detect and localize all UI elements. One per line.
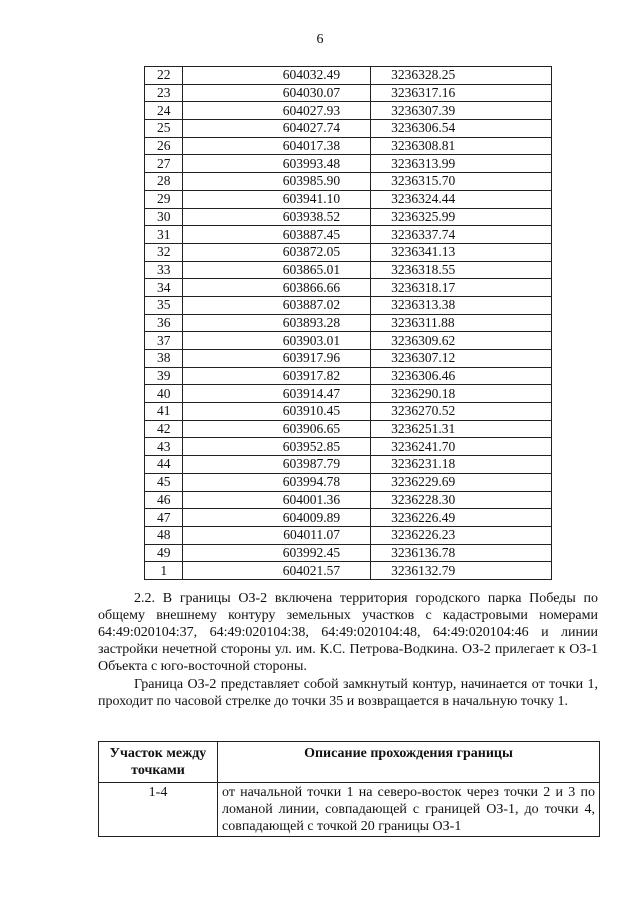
table-row bbox=[145, 491, 552, 509]
paragraph-contour-description bbox=[98, 676, 598, 710]
table-row bbox=[145, 67, 552, 85]
y-coordinate: 3236241.70 bbox=[371, 438, 552, 456]
y-coordinate: 3236290.18 bbox=[371, 385, 552, 403]
table-row bbox=[145, 332, 552, 350]
point-number: 25 bbox=[145, 120, 183, 138]
point-number: 29 bbox=[145, 190, 183, 208]
x-coordinate: 604021.57 bbox=[183, 562, 371, 580]
table-row bbox=[145, 296, 552, 314]
x-coordinate: 603866.66 bbox=[183, 279, 371, 297]
table-row bbox=[145, 261, 552, 279]
x-coordinate: 603887.02 bbox=[183, 296, 371, 314]
description-cell: от начальной точки 1 на северо-восток через точки 2 и 3 по ломаной линии, совпадающей с границей ОЗ-1, до точки 4, совпадающей с точкой 20 границы ОЗ-1 bbox=[218, 783, 600, 837]
paragraph-text: 2.2. В границы ОЗ-2 включена территория городского парка Победы по общему внешнему контуру земельных участков с кадастровыми номерами 64:49:020104:37, 64:49:020104:38, 64:49:020104:48, 64:49:020104:46 и линии застройки нечетной стороны ул. им. К.С. Петрова-Водкина. ОЗ-2 прилегает к ОЗ-1 Объекта с юго-восточной стороны. bbox=[98, 591, 598, 674]
x-coordinate: 603865.01 bbox=[183, 261, 371, 279]
point-number: 49 bbox=[145, 544, 183, 562]
table-row bbox=[145, 84, 552, 102]
point-number: 34 bbox=[145, 279, 183, 297]
y-coordinate: 3236132.79 bbox=[371, 562, 552, 580]
y-coordinate: 3236226.49 bbox=[371, 509, 552, 527]
point-number: 46 bbox=[145, 491, 183, 509]
y-coordinate: 3236307.12 bbox=[371, 350, 552, 368]
point-number: 33 bbox=[145, 261, 183, 279]
table-row bbox=[145, 420, 552, 438]
x-coordinate: 604027.74 bbox=[183, 120, 371, 138]
table-row bbox=[99, 783, 600, 837]
table-row bbox=[145, 137, 552, 155]
point-number: 40 bbox=[145, 385, 183, 403]
x-coordinate: 603893.28 bbox=[183, 314, 371, 332]
segment-cell: 1-4 bbox=[99, 783, 218, 837]
y-coordinate: 3236317.16 bbox=[371, 84, 552, 102]
point-number: 47 bbox=[145, 509, 183, 527]
x-coordinate: 603985.90 bbox=[183, 173, 371, 191]
point-number: 24 bbox=[145, 102, 183, 120]
y-coordinate: 3236325.99 bbox=[371, 208, 552, 226]
point-number: 23 bbox=[145, 84, 183, 102]
table-row bbox=[145, 226, 552, 244]
point-number: 48 bbox=[145, 526, 183, 544]
paragraph-boundary-description bbox=[98, 590, 598, 675]
y-coordinate: 3236306.46 bbox=[371, 367, 552, 385]
x-coordinate: 604017.38 bbox=[183, 137, 371, 155]
y-coordinate: 3236307.39 bbox=[371, 102, 552, 120]
x-coordinate: 603987.79 bbox=[183, 456, 371, 474]
y-coordinate: 3236306.54 bbox=[371, 120, 552, 138]
x-coordinate: 603914.47 bbox=[183, 385, 371, 403]
coordinates-table bbox=[144, 66, 552, 580]
x-coordinate: 604032.49 bbox=[183, 67, 371, 85]
point-number: 28 bbox=[145, 173, 183, 191]
table-row bbox=[145, 403, 552, 421]
table-row bbox=[145, 438, 552, 456]
table-row bbox=[145, 173, 552, 191]
y-coordinate: 3236318.17 bbox=[371, 279, 552, 297]
point-number: 42 bbox=[145, 420, 183, 438]
point-number: 38 bbox=[145, 350, 183, 368]
point-number: 31 bbox=[145, 226, 183, 244]
table-row bbox=[145, 385, 552, 403]
y-coordinate: 3236324.44 bbox=[371, 190, 552, 208]
point-number: 36 bbox=[145, 314, 183, 332]
point-number: 41 bbox=[145, 403, 183, 421]
y-coordinate: 3236341.13 bbox=[371, 243, 552, 261]
y-coordinate: 3236328.25 bbox=[371, 67, 552, 85]
y-coordinate: 3236309.62 bbox=[371, 332, 552, 350]
y-coordinate: 3236318.55 bbox=[371, 261, 552, 279]
point-number: 35 bbox=[145, 296, 183, 314]
header-segment: Участок между точками bbox=[99, 742, 218, 783]
x-coordinate: 603994.78 bbox=[183, 473, 371, 491]
x-coordinate: 603910.45 bbox=[183, 403, 371, 421]
point-number: 27 bbox=[145, 155, 183, 173]
point-number: 30 bbox=[145, 208, 183, 226]
y-coordinate: 3236311.88 bbox=[371, 314, 552, 332]
table-row bbox=[145, 544, 552, 562]
point-number: 1 bbox=[145, 562, 183, 580]
point-number: 44 bbox=[145, 456, 183, 474]
table-row bbox=[145, 190, 552, 208]
point-number: 22 bbox=[145, 67, 183, 85]
table-row bbox=[145, 120, 552, 138]
table-row bbox=[145, 367, 552, 385]
point-number: 39 bbox=[145, 367, 183, 385]
table-row bbox=[145, 314, 552, 332]
table-row bbox=[145, 102, 552, 120]
x-coordinate: 604030.07 bbox=[183, 84, 371, 102]
point-number: 26 bbox=[145, 137, 183, 155]
y-coordinate: 3236308.81 bbox=[371, 137, 552, 155]
x-coordinate: 603938.52 bbox=[183, 208, 371, 226]
x-coordinate: 604009.89 bbox=[183, 509, 371, 527]
x-coordinate: 604027.93 bbox=[183, 102, 371, 120]
table-row bbox=[145, 208, 552, 226]
point-number: 43 bbox=[145, 438, 183, 456]
x-coordinate: 603872.05 bbox=[183, 243, 371, 261]
table-row bbox=[145, 473, 552, 491]
x-coordinate: 603917.96 bbox=[183, 350, 371, 368]
table-row bbox=[145, 456, 552, 474]
y-coordinate: 3236313.38 bbox=[371, 296, 552, 314]
table-row bbox=[145, 279, 552, 297]
x-coordinate: 603917.82 bbox=[183, 367, 371, 385]
table-row bbox=[145, 350, 552, 368]
table-row bbox=[145, 509, 552, 527]
boundary-description-table bbox=[98, 741, 600, 837]
x-coordinate: 603887.45 bbox=[183, 226, 371, 244]
x-coordinate: 603992.45 bbox=[183, 544, 371, 562]
x-coordinate: 603906.65 bbox=[183, 420, 371, 438]
y-coordinate: 3236270.52 bbox=[371, 403, 552, 421]
y-coordinate: 3236315.70 bbox=[371, 173, 552, 191]
point-number: 37 bbox=[145, 332, 183, 350]
page-number: 6 bbox=[316, 32, 324, 47]
y-coordinate: 3236337.74 bbox=[371, 226, 552, 244]
table-row bbox=[145, 526, 552, 544]
x-coordinate: 604011.07 bbox=[183, 526, 371, 544]
point-number: 45 bbox=[145, 473, 183, 491]
table-row bbox=[145, 155, 552, 173]
y-coordinate: 3236136.78 bbox=[371, 544, 552, 562]
point-number: 32 bbox=[145, 243, 183, 261]
x-coordinate: 603993.48 bbox=[183, 155, 371, 173]
header-description: Описание прохождения границы bbox=[218, 742, 600, 783]
y-coordinate: 3236226.23 bbox=[371, 526, 552, 544]
paragraph-text: Граница ОЗ-2 представляет собой замкнутый контур, начинается от точки 1, проходит по часовой стрелке до точки 35 и возвращается в начальную точку 1. bbox=[98, 677, 598, 709]
y-coordinate: 3236229.69 bbox=[371, 473, 552, 491]
y-coordinate: 3236251.31 bbox=[371, 420, 552, 438]
y-coordinate: 3236313.99 bbox=[371, 155, 552, 173]
table-row bbox=[145, 562, 552, 580]
x-coordinate: 603903.01 bbox=[183, 332, 371, 350]
y-coordinate: 3236228.30 bbox=[371, 491, 552, 509]
table-row bbox=[145, 243, 552, 261]
x-coordinate: 603952.85 bbox=[183, 438, 371, 456]
x-coordinate: 604001.36 bbox=[183, 491, 371, 509]
x-coordinate: 603941.10 bbox=[183, 190, 371, 208]
y-coordinate: 3236231.18 bbox=[371, 456, 552, 474]
